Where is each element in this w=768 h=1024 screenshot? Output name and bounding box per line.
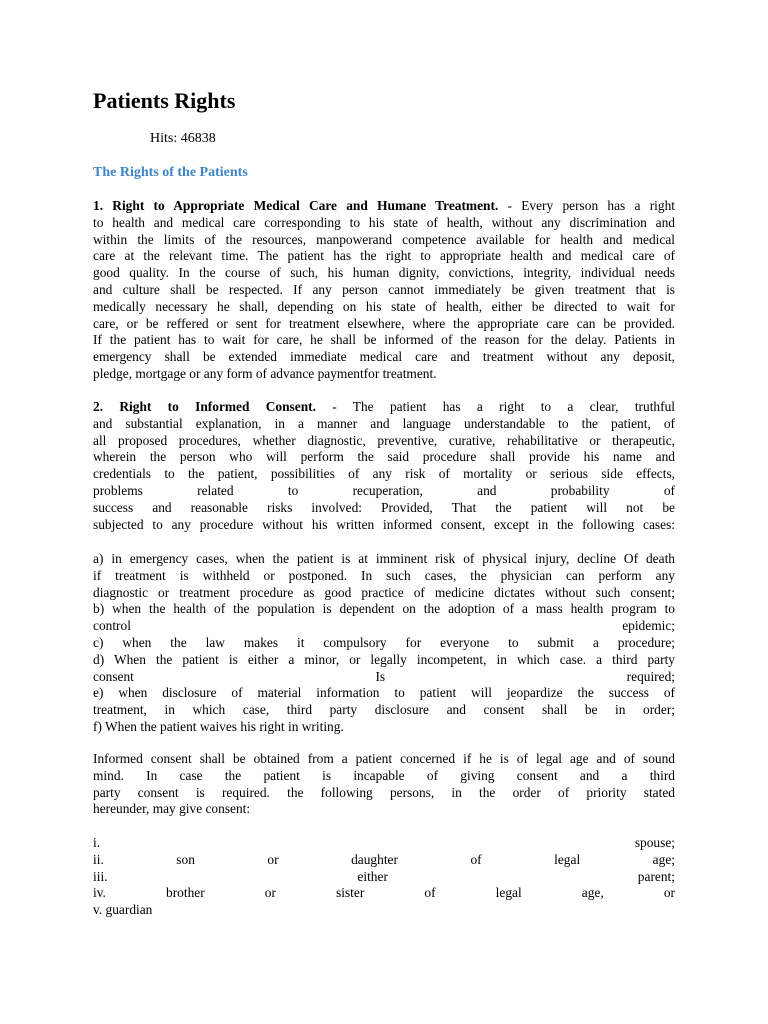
hits-counter (150, 130, 216, 147)
list-item: b) when the health of the population is dependent on the adoption of a mass health program to (93, 601, 675, 617)
right-2-line: 2. Right to Informed Consent. - The patient has a right to a clear, truthful (93, 399, 675, 414)
right-2-heading: 2. Right to Informed Consent. (93, 399, 316, 414)
hits-value: 46838 (180, 131, 216, 146)
right-1-line: to health and medical care corresponding to his state of health, without any discrimination and (93, 214, 675, 230)
consent-line: mind. In case the patient is incapable of giving consent and a third (93, 767, 675, 783)
list-item: c) when the law makes it compulsory for everyone to submit a procedure; (93, 634, 675, 650)
right-1-line: good quality. In the course of such, his human dignity, convictions, integrity, individual needs (93, 265, 675, 281)
list-item: diagnostic or treatment procedure as good practice of medicine dictates without such consent; (93, 584, 675, 600)
right-1-line: medically necessary he shall, depending on his state of health, either be directed to wait for (93, 298, 675, 314)
list-item: ii. son or daughter of legal age; (93, 851, 675, 867)
right-1-line: 1. Right to Appropriate Medical Care and Humane Treatment. - Every person has a right (93, 198, 675, 213)
right-1-line: pledge, mortgage or any form of advance paymentfor treatment. (93, 365, 437, 381)
right-2-line: subjected to any procedure without his written informed consent, except in the following cases: (93, 516, 675, 532)
right-1-heading: 1. Right to Appropriate Medical Care and Humane Treatment. (93, 198, 499, 213)
right-2-line: and substantial explanation, in a manner and language understandable to the patient, of (93, 415, 675, 431)
list-item: consent Is required; (93, 668, 675, 684)
consent-line: hereunder, may give consent: (93, 801, 251, 817)
list-item: if treatment is withheld or postponed. In such cases, the physician can perform any (93, 567, 675, 583)
list-item: treatment, in which case, third party disclosure and consent shall be in order; (93, 702, 675, 718)
hits-label: Hits: (150, 131, 178, 146)
list-item: iv. brother or sister of legal age, or (93, 885, 675, 901)
right-1-line: emergency shall be extended immediate medical care and treatment without any deposit, (93, 349, 675, 365)
list-item: d) When the patient is either a minor, or legally incompetent, in which case. a third party (93, 651, 675, 667)
list-item: a) in emergency cases, when the patient is at imminent risk of physical injury, decline Of death (93, 551, 675, 566)
right-1-line: within the limits of the resources, manpowerand competence available for health and medical (93, 231, 675, 247)
consent-paragraph (93, 751, 675, 818)
consent-persons-list (93, 835, 675, 919)
right-1-paragraph (93, 198, 675, 383)
list-item: e) when disclosure of material information to patient will jeopardize the success of (93, 685, 675, 701)
exception-cases-list (93, 551, 675, 736)
right-2-line: wherein the person who will perform the said procedure shall provide his name and (93, 449, 675, 465)
list-item: i. spouse; (93, 835, 675, 850)
right-1-line: and culture shall be respected. If any person cannot immediately be given treatment that is (93, 281, 675, 297)
page-title: Patients Rights (93, 88, 236, 113)
list-item: f) When the patient waives his right in writing. (93, 718, 344, 734)
right-2-line: credentials to the patient, possibilities of any risk of mortality or serious side effects, (93, 466, 675, 482)
list-item: iii. either parent; (93, 868, 675, 884)
right-2-line: success and reasonable risks involved: Provided, That the patient will not be (93, 499, 675, 515)
right-1-line: care at the relevant time. The patient has the right to appropriate health and medical care of (93, 248, 675, 264)
section-heading: The Rights of the Patients (93, 165, 248, 180)
right-2-paragraph (93, 399, 675, 533)
consent-line: Informed consent shall be obtained from a patient concerned if he is of legal age and of sound (93, 751, 675, 766)
right-1-line: If the patient has to wait for care, he shall be informed of the reason for the delay. Patients in (93, 332, 675, 348)
list-item: control epidemic; (93, 618, 675, 634)
consent-line: party consent is required. the following persons, in the order of priority stated (93, 784, 675, 800)
right-1-line: care, or be reffered or sent for treatment elsewhere, where the appropriate care can be provided. (93, 315, 675, 331)
list-item: v. guardian (93, 902, 153, 918)
right-2-line: all proposed procedures, whether diagnostic, preventive, curative, rehabilitative or therapeutic, (93, 432, 675, 448)
right-2-line: problems related to recuperation, and probability of (93, 482, 675, 498)
